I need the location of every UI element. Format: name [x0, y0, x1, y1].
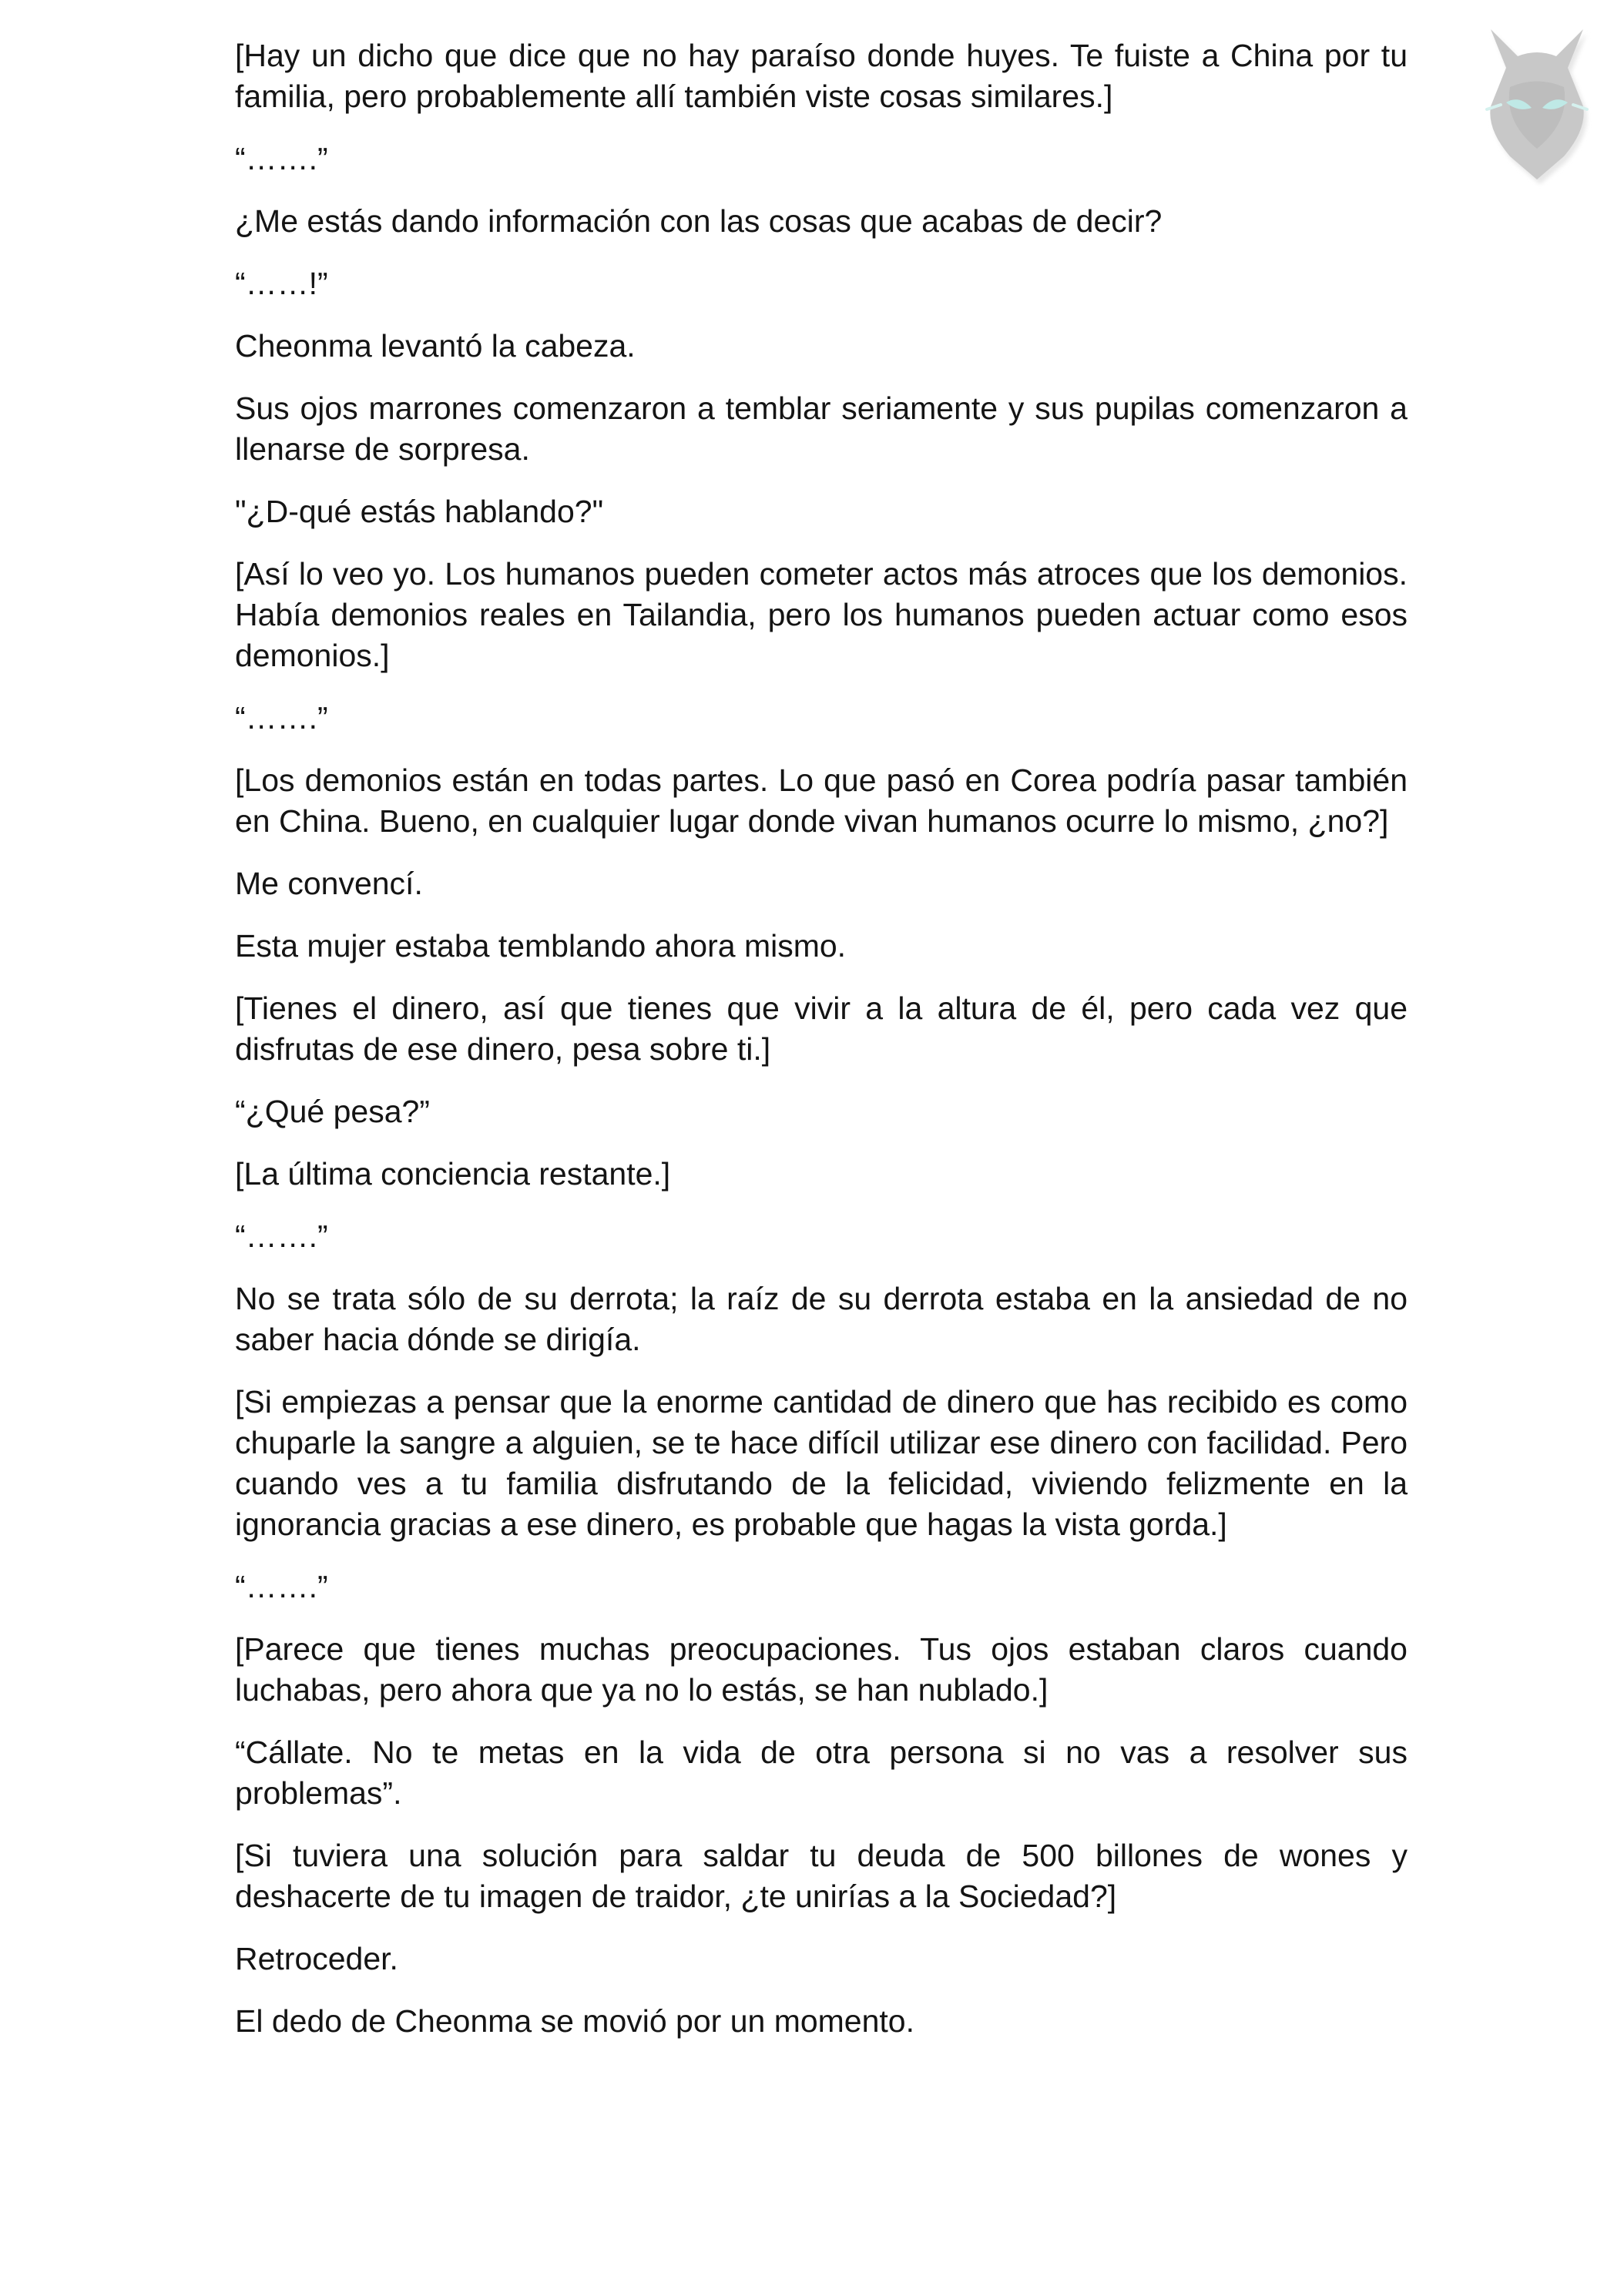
paragraph-20: [Parece que tienes muchas preocupaciones. Tus ojos estaban claros cuando luchabas, pero ahora que ya no lo estás, se han nublado.]	[235, 1631, 1408, 1708]
paragraph-17: No se trata sólo de su derrota; la raíz de su derrota estaba en la ansiedad de no saber hacia dónde se dirigía.	[235, 1281, 1408, 1357]
paragraph-4: “……!”	[235, 266, 328, 301]
demon-head-logo-icon	[1464, 14, 1610, 191]
paragraph-9: “…….”	[235, 700, 328, 736]
paragraph-14: “¿Qué pesa?”	[235, 1094, 430, 1129]
paragraph-19: “…….”	[235, 1569, 328, 1604]
paragraph-3: ¿Me estás dando información con las cosas que acabas de decir?	[235, 203, 1163, 239]
document-body	[235, 35, 1408, 2063]
paragraph-11: Me convencí.	[235, 866, 423, 901]
paragraph-21: “Cállate. No te metas en la vida de otra persona si no vas a resolver sus problemas”.	[235, 1735, 1408, 1811]
paragraph-15: [La última conciencia restante.]	[235, 1156, 671, 1192]
paragraph-22: [Si tuviera una solución para saldar tu deuda de 500 billones de wones y deshacerte de tu imagen de traidor, ¿te unirías a la Sociedad?]	[235, 1838, 1408, 1914]
paragraph-13: [Tienes el dinero, así que tienes que vivir a la altura de él, pero cada vez que disfrutas de ese dinero, pesa sobre ti.]	[235, 990, 1408, 1067]
paragraph-18: [Si empiezas a pensar que la enorme cantidad de dinero que has recibido es como chuparle la sangre a alguien, se te hace difícil utilizar ese dinero con facilidad. Pero cuando ves a tu familia disfrutando de la felicidad, viviendo felizmente en la ignorancia gracias a ese dinero, es probable que hagas la vista gorda.]	[235, 1384, 1408, 1542]
paragraph-16: “…….”	[235, 1218, 328, 1254]
paragraph-24: El dedo de Cheonma se movió por un momento.	[235, 2003, 915, 2039]
paragraph-2: “…….”	[235, 141, 328, 176]
paragraph-1: [Hay un dicho que dice que no hay paraíso donde huyes. Te fuiste a China por tu familia, pero probablemente allí también viste cosas similares.]	[235, 38, 1408, 114]
paragraph-6: Sus ojos marrones comenzaron a temblar seriamente y sus pupilas comenzaron a llenarse de sorpresa.	[235, 390, 1408, 467]
paragraph-5: Cheonma levantó la cabeza.	[235, 328, 636, 364]
paragraph-23: Retroceder.	[235, 1941, 398, 1976]
paragraph-10: [Los demonios están en todas partes. Lo que pasó en Corea podría pasar también en China. Bueno, en cualquier lugar donde vivan humanos ocurre lo mismo, ¿no?]	[235, 763, 1408, 839]
paragraph-12: Esta mujer estaba temblando ahora mismo.	[235, 928, 847, 964]
paragraph-8: [Así lo veo yo. Los humanos pueden cometer actos más atroces que los demonios. Había demonios reales en Tailandia, pero los humanos pueden actuar como esos demonios.]	[235, 556, 1408, 673]
paragraph-7: "¿D-qué estás hablando?"	[235, 494, 604, 529]
